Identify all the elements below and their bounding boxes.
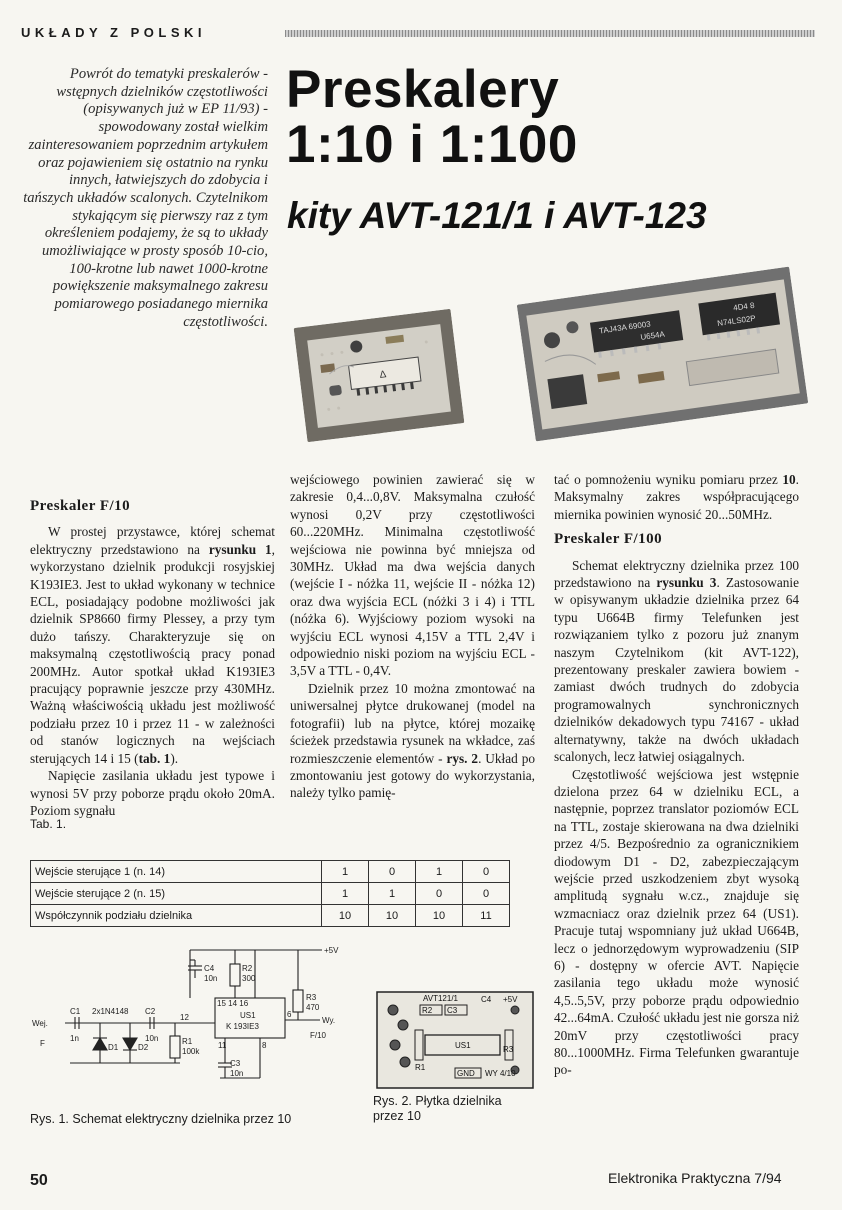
board-c4: C4 — [481, 995, 492, 1004]
header-rule — [285, 30, 815, 37]
intro-text: Powrót do tematyki preskalerów - wstępnych dzielników częstotliwości (opisywanych już w EP 11/93) - spowodowany został wielkim zainteresowaniem poprzednim artykułem oraz pojawieniem się ostatnio na rynku innych, łatwiejszych do zdobycia i tańszych układów scalonych. Czytelnikom stykającym się pierwszy raz z tym określeniem podajemy, że są to układy umożliwiające w prosty sposób 10-cio, 100-krotne lub nawet 1000-krotne powiększenie maksymalnego zakresu pomiarowego posiadanego miernika częstotliwości. — [23, 66, 268, 330]
board-us1: US1 — [455, 1041, 471, 1050]
figure-2-caption: Rys. 2. Płytka dzielnika przez 10 — [373, 1094, 502, 1123]
label-us1: US1 — [240, 1011, 256, 1020]
label-c4: C4 — [204, 964, 215, 973]
article-subtitle: kity AVT-121/1 i AVT-123 — [287, 195, 707, 236]
label-c3: C3 — [230, 1059, 241, 1068]
table-cell: 0 — [369, 861, 416, 883]
heading-preskaler-f100: Preskaler F/100 — [554, 531, 663, 548]
label-r2: R2 — [242, 964, 253, 973]
page-number: 50 — [30, 1172, 48, 1189]
board-wy: WY 4/10 — [485, 1069, 516, 1078]
article-title — [286, 62, 806, 172]
section-tag: UKŁADY Z POLSKI — [21, 25, 206, 40]
column-2 — [290, 471, 535, 802]
label-output: Wy. — [322, 1016, 336, 1025]
schematic-figure-1 — [30, 938, 350, 1108]
board-plus5: +5V — [503, 995, 518, 1004]
table-label: Tab. 1. — [30, 817, 67, 831]
label-pin11: 11 — [218, 1041, 227, 1050]
column-3 — [554, 471, 799, 1079]
photo-prescaler-f10 — [294, 309, 465, 442]
table-cell: 0 — [463, 883, 510, 905]
label-r3-value: 470 — [306, 1003, 320, 1012]
label-d1: D1 — [108, 1043, 119, 1052]
label-f: F — [40, 1039, 45, 1048]
board-gnd: GND — [457, 1069, 475, 1078]
table-row-label: Wejście sterujące 2 (n. 15) — [31, 883, 322, 905]
footer-journal: Elektronika Praktyczna 7/94 — [608, 1170, 782, 1186]
table-cell: 1 — [322, 883, 369, 905]
table-row — [31, 861, 510, 883]
table-row — [31, 905, 510, 927]
label-diodes: 2x1N4148 — [92, 1007, 129, 1016]
table-cell: 1 — [322, 861, 369, 883]
label-pins-top: 15 14 16 — [217, 999, 249, 1008]
board-c3: C3 — [447, 1006, 458, 1015]
photo-prescaler-f100 — [517, 267, 809, 442]
table-row-label: Współczynnik podziału dzielnika — [31, 905, 322, 927]
col1-paragraph-2: Napięcie zasilania układu jest typowe i wynosi 5V przy poborze prądu około 20mA. Poziom sygnału — [30, 768, 275, 818]
photo2-chip2-label: U654A — [639, 329, 666, 342]
label-r2-value: 300 — [242, 974, 256, 983]
label-d2: D2 — [138, 1043, 149, 1052]
board-r2: R2 — [422, 1006, 433, 1015]
col2-paragraph-2: Dzielnik przez 10 można zmontować na uniwersalnej płytce drukowanej (model na fotografii) lub na płytce, której mozaikę ścieżek przedstawia rysunek na wkładce, zaś rozmieszczenie elementów - rys. 2. Układ po zmontowaniu jest gotowy do wykorzystania, należy tylko pamię- — [290, 680, 535, 801]
label-pin12: 12 — [180, 1013, 189, 1022]
board-r3: R3 — [503, 1045, 514, 1054]
label-us1-type: K 193IE3 — [226, 1022, 259, 1031]
board-r1: R1 — [415, 1063, 426, 1072]
board-figure-2 — [375, 990, 535, 1090]
label-pin8: 8 — [262, 1041, 267, 1050]
table-cell: 1 — [416, 861, 463, 883]
title-line-1: Preskalery — [286, 60, 560, 119]
table-row-label: Wejście sterujące 1 (n. 14) — [31, 861, 322, 883]
label-c2-value: 10n — [145, 1034, 159, 1043]
table-cell: 0 — [416, 883, 463, 905]
label-c1: C1 — [70, 1007, 81, 1016]
board-label: AVT121/1 — [423, 994, 458, 1003]
label-c4-value: 10n — [204, 974, 218, 983]
label-r1: R1 — [182, 1037, 193, 1046]
photo2-chip4-label: N74LS02P — [716, 313, 757, 329]
heading-preskaler-f10: Preskaler F/10 — [30, 498, 131, 514]
label-vcc: +5V — [324, 946, 339, 955]
photo2-chip1-label: TAJ43A 69003 — [598, 319, 652, 336]
label-c2: C2 — [145, 1007, 156, 1016]
table-cell: 10 — [416, 905, 463, 927]
label-r3: R3 — [306, 993, 317, 1002]
label-c3-value: 10n — [230, 1069, 244, 1078]
figure-1-caption: Rys. 1. Schemat elektryczny dzielnika przez 10 — [30, 1112, 292, 1126]
column-1 — [30, 498, 275, 819]
label-r1-value: 100k — [182, 1047, 200, 1056]
title-line-2: 1:10 i 1:100 — [286, 115, 578, 174]
table-row — [31, 883, 510, 905]
table-cell: 10 — [369, 905, 416, 927]
col2-paragraph-1: wejściowego powinien zawierać się w zakresie 0,4...0,8V. Maksymalna czułość wynosi 0,2V przy częstotliwości 60...220MHz. Minimalna częstotliwość wejściowa nie powinna być mniejsza od 30MHz. Układ ma dwa wejścia danych (wejście I - nóżka 11, wejście II - nóżka 12) oraz dwa wyjścia ECL (nóżki 3 i 4) i TTL (nóżka 6). Wyjściowy poziom wysoki na wyjściu ECL wynosi 4,15V a TTL 2,4V i odpowiednio niski poziom na wyjściu ECL - 3,5V a TTL - 0,4V. — [290, 472, 535, 679]
photo2-chip3-label: 4D4 8 — [732, 300, 756, 313]
col1-paragraph-1: W prostej przystawce, której schemat elektryczny przedstawiono na rysunku 1, wykorzystano dzielnik produkcji rosyjskiej K193IE3. Jest to układ wykonany w technice ECL, posiadający podobne możliwości jak dzielnik SP8660 firmy Plessey, a przy tym dużo tańszy. Charakteryzuje się on maksymalną częstotliwością pracy ponad 200MHz. Autor spotkał układ K193IE3 pracujący poprawnie jeszcze przy 430MHz. Ważną właściwością układu jest możliwość podziału przez 10 i przez 11 - w zależności od stanów logicznych na wejściach sterujących 14 i 15 (tab. 1). — [30, 524, 275, 766]
table-1 — [30, 860, 510, 927]
label-pin6: 6 — [287, 1010, 292, 1019]
col3-paragraph-1: tać o pomnożeniu wyniku pomiaru przez 10. Maksymalny zakres współpracującego miernika powinien wynosić 20...50MHz. — [554, 472, 799, 522]
label-c1-value: 1n — [70, 1034, 79, 1043]
table-cell: 0 — [463, 861, 510, 883]
table-cell: 1 — [369, 883, 416, 905]
photo1-chip-mark: ∆ — [379, 369, 387, 381]
col3-paragraph-3: Częstotliwość wejściowa jest wstępnie dzielona przez 64 w dzielniku ECL, a następnie, poprzez translator poziomów ECL na TTL, zostaje skierowana na dwa dzielniki przez 4/5. Bezpośrednio za ogranicznikiem diodowym D1 - D2, zabezpieczającym wejście przed uszkodzeniem zbyt wysoką amplitudą sygnału w.cz., znajduje się wzmacniacz oraz dzielnik przez 64 (US1). Pracuje tutaj wspomniany już układ U664B, lecz o jednorzędowym wyprowadzeniu (SIP 6) - dostępny w ofercie AVT. Napięcie zasilania tego układu może wynosić 4,5..5,5V, przy poborze prądu odpowiednio 42...64mA. Czułość układu jest nie gorsza niż 20mV przy częstotliwości pracy 80...1000MHz. Firma Telefunken gwarantuje po- — [554, 766, 799, 1078]
col3-paragraph-2: Schemat elektryczny dzielnika przez 100 przedstawiono na rysunku 3. Zastosowanie w opisywanym układzie dzielnika przez 64 typu U664B firmy Telefunken jest rozwiązaniem tylko z pozoru już znanym naszym Czytelnikom (kit AVT-122), prezentowany preskaler zawiera bowiem - zamiast dwóch trudnych do zdobycia programowalnych synchronicznych dzielników dekadowych typu 74167 - układ alternatywny, także na dwóch układach scalonych, lecz łatwiej osiągalnych. — [554, 557, 800, 765]
label-f10: F/10 — [310, 1031, 327, 1040]
table-cell: 10 — [322, 905, 369, 927]
label-input: Wej. — [32, 1019, 48, 1028]
table-cell: 11 — [463, 905, 510, 927]
